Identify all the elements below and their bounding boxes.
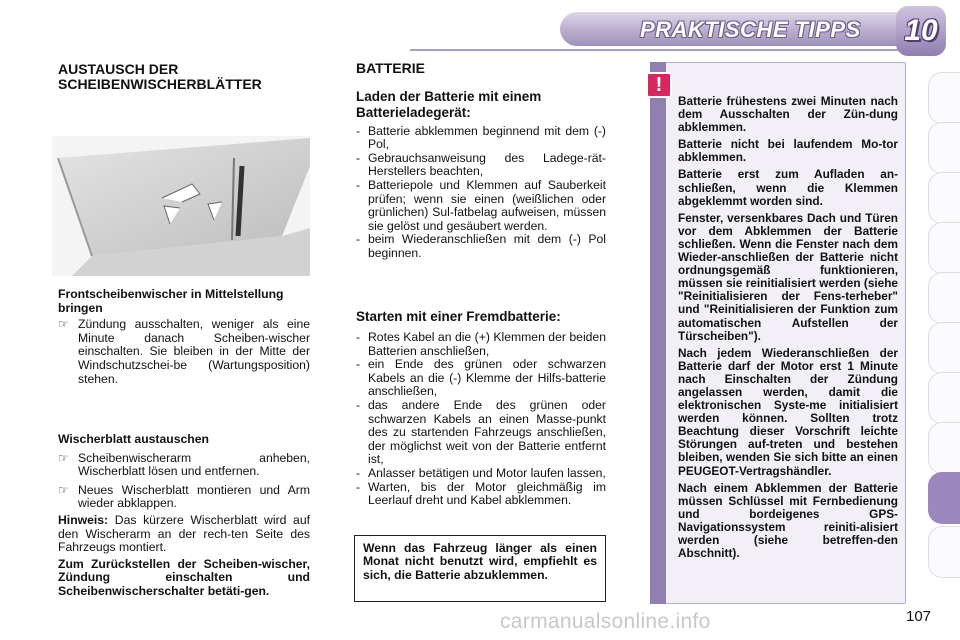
dash-marker: -	[356, 330, 361, 344]
step2-bullet	[58, 452, 310, 479]
list-item-text: ein Ende des grünen oder schwarzen Kabels an die (-) Klemme der Hilfs-batterie anschließen,	[368, 357, 606, 399]
step1-bullet	[58, 318, 310, 386]
warning-paragraph: Nach jedem Wiederanschließen der Batterie darf der Motor erst 1 Minute nach Einschalten der Zündung angelassen werden, damit die elektronischen Syste-me initialisiert werden können. Sollten trotz Beachtung dieser Vorschrift leichte Störungen auf-treten und bestehen bleiben, wenden Sie sich bitte an einen PEUGEOT-Vertragshändler.	[678, 345, 898, 478]
chapter-tab[interactable]	[928, 422, 960, 474]
step2-bullet-text: Scheibenwischerarm anheben, Wischerblatt lösen und entfernen.	[78, 450, 310, 479]
step2-bullet	[58, 484, 310, 511]
battery-section	[356, 62, 606, 261]
list-item-text: beim Wiederanschließen mit dem (-) Pol beginnen.	[368, 232, 606, 260]
dash-marker: -	[356, 123, 361, 138]
dash-marker: -	[356, 479, 361, 494]
windscreen-wiper-illustration	[52, 136, 310, 276]
chapter-tab-strip	[928, 72, 960, 602]
charging-list	[356, 125, 606, 261]
warning-paragraph: Batterie frühestens zwei Minuten nach dem Ausschalten der Zün-dung abklemmen.	[678, 94, 898, 135]
list-item-text: das andere Ende des grünen oder schwarzen Kabels an einen Masse-punkt des zu startenden Fahrzeugs anschließen, der möglichst weit von der Batterie entfernt ist,	[368, 397, 606, 467]
wiper-section-heading: AUSTAUSCH DER SCHEIBENWISCHERBLÄTTER	[58, 61, 262, 92]
list-item-text: Anlasser betätigen und Motor laufen lassen,	[368, 465, 606, 480]
warning-paragraph: Fenster, versenkbares Dach und Türen vor dem Abklemmen der Batterie schließen. Wenn die Fenster nach dem Wieder-anschließen der Batterie nicht ordnungsgemäß funktionieren, müssen sie reinitialisiert werden (siehe "Reinitialisieren der Fens-terheber" und "Reinitialisieren der Funktion zum automatischen Aufstellen der Türscheiben").	[678, 210, 898, 343]
chapter-number-badge: 10	[896, 6, 946, 56]
list-item	[356, 179, 606, 233]
list-item	[356, 481, 606, 508]
jump-start-section	[356, 309, 606, 508]
list-item	[356, 358, 606, 399]
step1-bullet-text: Zündung ausschalten, weniger als eine Minute danach Scheiben-wischer einschalten. Sie bleiben in der Mitte der Windschutzschei-be (Wartungsposition) stehen.	[78, 317, 310, 386]
warning-paragraph: Batterie nicht bei laufendem Mo-tor abklemmen.	[678, 137, 898, 165]
jump-start-list	[356, 331, 606, 508]
list-item	[356, 125, 606, 152]
chapter-tab[interactable]	[928, 172, 960, 224]
dash-marker: -	[356, 465, 361, 480]
list-item	[356, 233, 606, 260]
warning-icon: !	[646, 72, 672, 98]
list-item	[356, 467, 606, 481]
chapter-tab[interactable]	[928, 122, 960, 174]
charging-subtitle: Laden der Batterie mit einem Batterieladegerät:	[356, 88, 542, 120]
warning-paragraph: Nach einem Abklemmen der Batterie müssen Schlüssel mit Fernbedienung und bordeigenes GPS-Navigationssystem reiniti-alisiert werden (siehe betreffen-den Abschnitt).	[678, 480, 898, 561]
dash-marker: -	[356, 397, 361, 412]
hint-paragraph	[58, 514, 310, 555]
step1-title: Frontscheibenwischer in Mittelstellung bringen	[58, 287, 284, 315]
step2-bullet-text: Neues Wischerblatt montieren und Arm wieder abklappen.	[78, 482, 310, 511]
warning-paragraph: Batterie erst zum Aufladen an-schließen, wenn die Klemmen abgeklemmt worden sind.	[678, 167, 898, 208]
pointing-hand-icon: ☞	[58, 317, 69, 332]
storage-note-box: Wenn das Fahrzeug länger als einen Monat nicht benutzt wird, empfiehlt es sich, die Batterie abzuklemmen.	[354, 535, 606, 602]
chapter-tab-active[interactable]	[928, 472, 960, 524]
chapter-tab[interactable]	[928, 272, 960, 324]
list-item	[356, 331, 606, 358]
chapter-tab[interactable]	[928, 222, 960, 274]
chapter-tab[interactable]	[928, 72, 960, 124]
chapter-title: PRAKTISCHE TIPPS	[640, 17, 861, 42]
dash-marker: -	[356, 232, 361, 247]
list-item-text: Rotes Kabel an die (+) Klemmen der beiden Batterien anschließen,	[368, 330, 606, 358]
dash-marker: -	[356, 150, 361, 165]
chapter-tab[interactable]	[928, 526, 960, 578]
list-item-text: Gebrauchsanweisung des Ladege-rät-Herstellers beachten,	[368, 150, 606, 179]
step2-title: Wischerblatt austauschen	[58, 432, 209, 446]
reset-paragraph: Zum Zurückstellen der Scheiben-wischer, Zündung einschalten und Scheibenwischerschalter betäti-gen.	[58, 556, 310, 598]
chapter-tab[interactable]	[928, 372, 960, 424]
dash-marker: -	[356, 357, 361, 372]
list-item-text: Batterie abklemmen beginnend mit dem (-) Pol,	[368, 123, 606, 152]
hint-label: Hinweis:	[58, 512, 109, 527]
list-item	[356, 152, 606, 179]
watermark: carmanualsonline.info	[500, 610, 711, 633]
dash-marker: -	[356, 177, 361, 192]
warning-strip	[650, 62, 666, 604]
hint-text: Das kürzere Wischerblatt wird auf den Wischerarm an der rech-ten Seite des Fahrzeugs montiert.	[58, 512, 310, 555]
list-item-text: Batteriepole und Klemmen auf Sauberkeit prüfen; wenn sie einen (weißlichen oder grünlichen) Sul-fatbelag aufweisen, müssen sie gelöst und gesäubert werden.	[368, 177, 606, 233]
jump-start-subtitle: Starten mit einer Fremdbatterie:	[356, 309, 561, 324]
list-item	[356, 399, 606, 467]
header-rule	[410, 49, 910, 51]
pointing-hand-icon: ☞	[58, 450, 69, 465]
step2-block	[58, 433, 310, 599]
page-number: 107	[906, 608, 932, 625]
battery-title: BATTERIE	[356, 60, 425, 76]
chapter-tab[interactable]	[928, 322, 960, 374]
list-item-text: Warten, bis der Motor gleichmäßig im Leerlauf dreht und Kabel abklemmen.	[368, 479, 606, 508]
step1-block	[58, 288, 310, 386]
pointing-hand-icon: ☞	[58, 482, 69, 497]
warning-text	[678, 95, 898, 564]
